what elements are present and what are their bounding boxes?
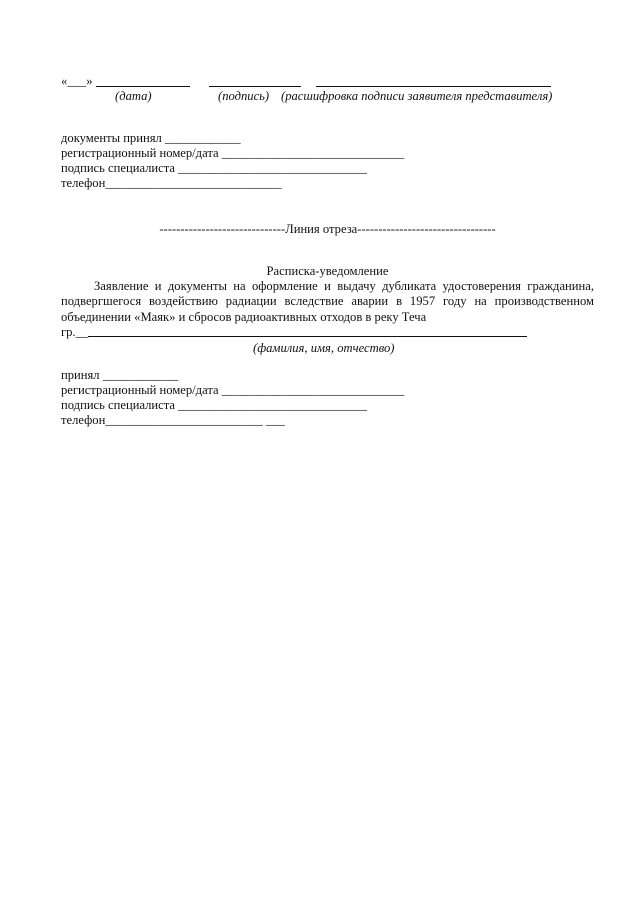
signature-caption: (подпись) bbox=[218, 89, 270, 103]
citizen-prefix: гр.__ bbox=[61, 325, 89, 339]
date-caption: (дата) bbox=[115, 89, 152, 103]
cut-line-text: ------------------------------Линия отреза--------------------------------- bbox=[159, 222, 496, 236]
signature-field-line bbox=[209, 86, 301, 87]
receipt-phone-label: телефон_________________________ ___ bbox=[61, 413, 285, 427]
phone-label: телефон____________________________ bbox=[61, 176, 282, 190]
receipt-body-line-2: подвергшегося воздействию радиации вследствие аварии в 1957 году на производственном bbox=[61, 294, 594, 309]
decoding-caption: (расшифровка подписи заявителя представителя) bbox=[281, 89, 553, 103]
date-field-line bbox=[96, 86, 190, 87]
receipt-accepted-by-label: принял ____________ bbox=[61, 368, 179, 382]
fio-caption: (фамилия, имя, отчество) bbox=[253, 341, 395, 355]
receipt-body-line-1: Заявление и документы на оформление и выдачу дубликата удостоверения гражданина, bbox=[94, 279, 594, 293]
receipt-title: Расписка-уведомление bbox=[266, 264, 389, 278]
cut-line bbox=[61, 222, 594, 237]
date-field-prefix: «___» bbox=[61, 74, 93, 88]
receipt-registration-number-label: регистрационный номер/дата _____________________________ bbox=[61, 383, 405, 397]
receipt-specialist-signature-label: подпись специалиста ______________________________ bbox=[61, 398, 368, 412]
accepted-by-label: документы принял ____________ bbox=[61, 131, 241, 145]
receipt-title-row bbox=[61, 264, 594, 279]
citizen-name-line bbox=[88, 336, 527, 337]
receipt-body bbox=[61, 279, 594, 325]
decoding-field-line bbox=[316, 86, 551, 87]
specialist-signature-label: подпись специалиста ______________________________ bbox=[61, 161, 368, 175]
registration-number-label: регистрационный номер/дата _____________________________ bbox=[61, 146, 405, 160]
receipt-body-line-3: объединении «Маяк» и сбросов радиоактивных отходов в реку Теча bbox=[61, 309, 427, 324]
